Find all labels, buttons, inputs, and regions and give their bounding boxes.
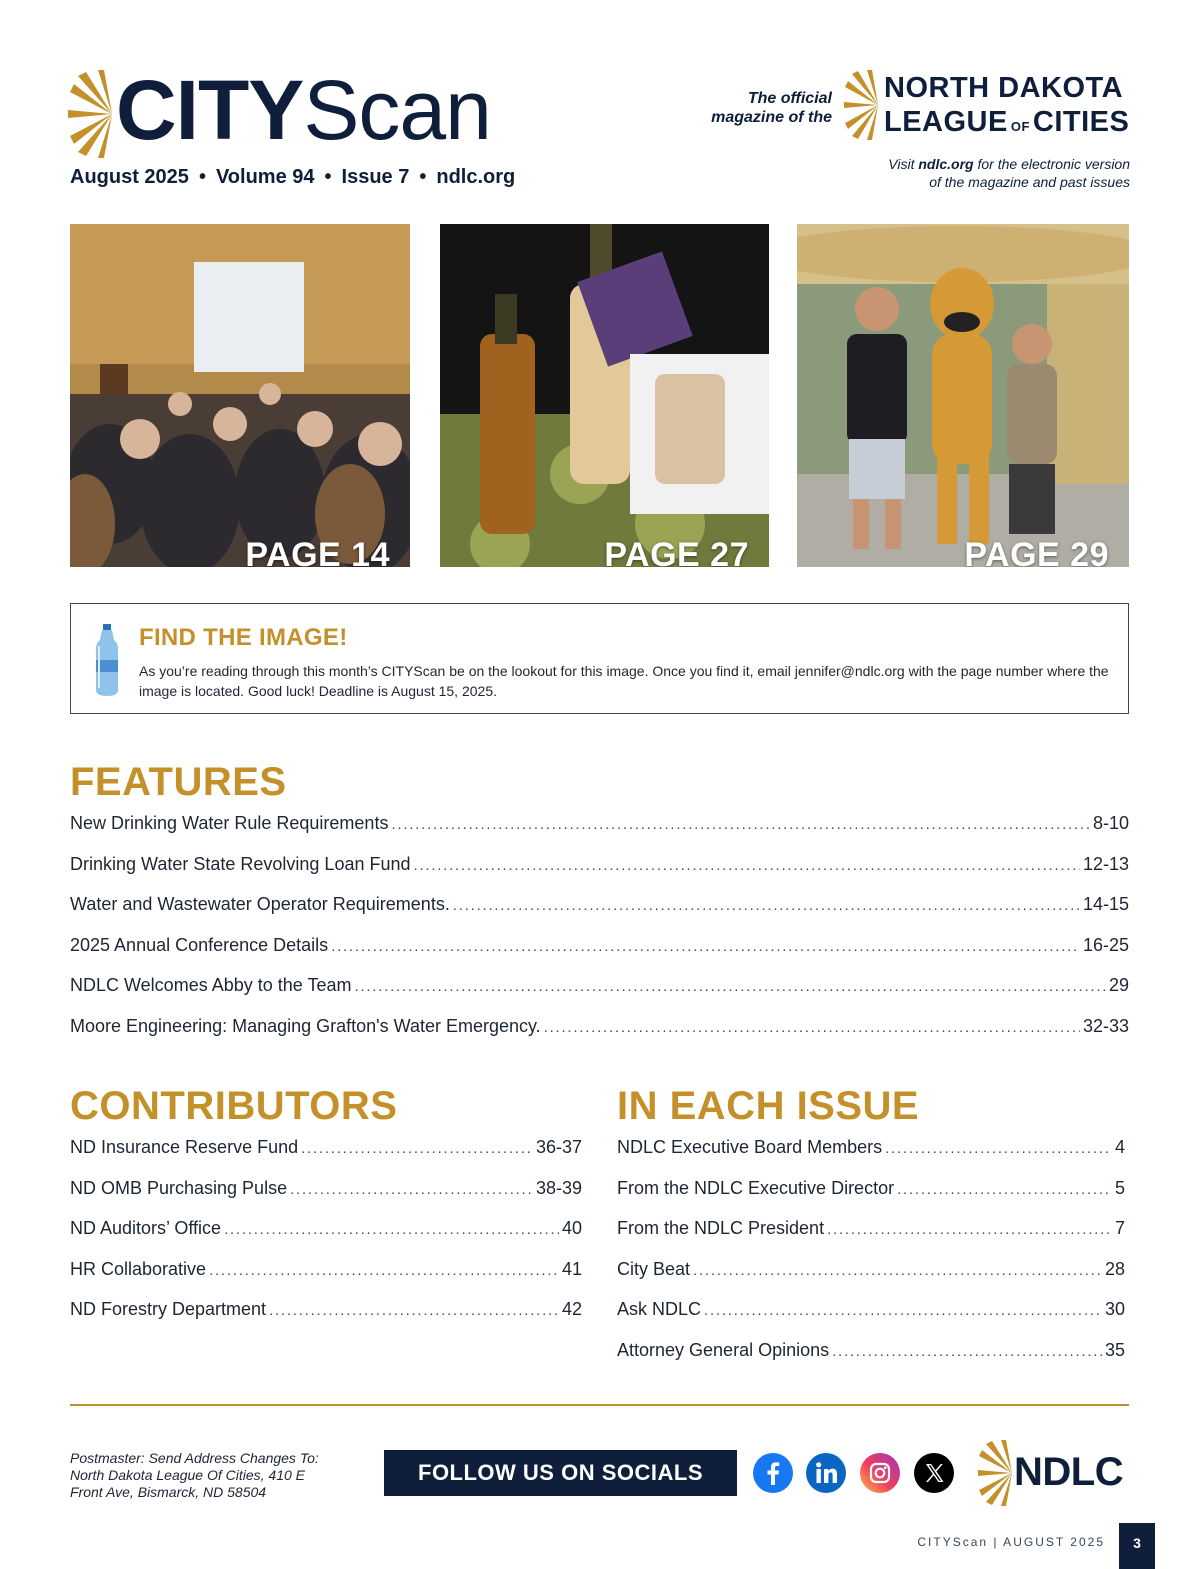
folio: CITYScan | AUGUST 2025 — [917, 1535, 1105, 1549]
toc-entry[interactable]: ND Forestry Department . . . 42 — [70, 1299, 582, 1340]
in-each-issue-list — [617, 1137, 1125, 1381]
features-heading: FEATURES — [70, 760, 287, 804]
issue-line: August 2025 • Volume 94 • Issue 7 • ndlc.org — [70, 166, 516, 188]
toc-entry[interactable]: NDLC Executive Board Members . . . 4 — [617, 1137, 1125, 1178]
toc-entry[interactable]: Attorney General Opinions . . . 35 — [617, 1340, 1125, 1381]
facebook-icon[interactable] — [753, 1453, 793, 1493]
ndlc-footer-logo: NDLC — [978, 1440, 1133, 1506]
page-label: PAGE 14 — [245, 536, 390, 567]
toc-entry[interactable]: From the NDLC President . . . 7 — [617, 1218, 1125, 1259]
linkedin-icon[interactable] — [806, 1453, 846, 1493]
sunburst-icon — [68, 70, 116, 158]
photo-gift-basket[interactable] — [440, 224, 769, 567]
find-image-body: As you’re reading through this month’s CITYScan be on the lookout for this image. Once you find it, email jennifer@ndlc.org with the page number where the image is located. Good luck! Deadline is August 15, 2025. — [139, 663, 1109, 699]
contributors-list — [70, 1137, 582, 1340]
gift-basket-image — [440, 224, 769, 567]
toc-entry[interactable]: Moore Engineering: Managing Grafton's Water Emergency. . . . 32-33 — [70, 1016, 1129, 1057]
x-icon[interactable] — [914, 1453, 954, 1493]
photo-mascot[interactable] — [797, 224, 1129, 567]
postmaster-address: Postmaster: Send Address Changes To: North Dakota League Of Cities, 410 E Front Ave, Bismarck, ND 58504 — [70, 1450, 319, 1500]
masthead-logo — [68, 63, 568, 158]
in-each-issue-heading: IN EACH ISSUE — [617, 1084, 920, 1128]
toc-entry[interactable]: Water and Wastewater Operator Requirements. . . . 14-15 — [70, 894, 1129, 935]
find-image-heading: FIND THE IMAGE! — [139, 624, 348, 651]
league-logo: NORTH DAKOTA LEAGUE OF CITIES — [844, 70, 1134, 140]
toc-entry[interactable]: ND OMB Purchasing Pulse . . . 38-39 — [70, 1178, 582, 1219]
sunburst-icon — [978, 1440, 1014, 1506]
sunburst-icon — [844, 70, 880, 140]
conference-photo-image — [70, 224, 410, 567]
magazine-title: CITYScan — [116, 63, 491, 157]
page-label: PAGE 29 — [964, 536, 1109, 567]
toc-entry[interactable]: ND Auditors’ Office . . . 40 — [70, 1218, 582, 1259]
features-list — [70, 813, 1129, 1057]
toc-entry[interactable]: From the NDLC Executive Director . . . 5 — [617, 1178, 1125, 1219]
toc-entry[interactable]: New Drinking Water Rule Requirements . . . 8-10 — [70, 813, 1129, 854]
water-bottle-icon — [93, 624, 121, 696]
footer-divider — [70, 1404, 1129, 1406]
toc-entry[interactable]: City Beat . . . 28 — [617, 1259, 1125, 1300]
find-the-image-box — [70, 603, 1129, 714]
toc-entry[interactable]: NDLC Welcomes Abby to the Team . . . 29 — [70, 975, 1129, 1016]
contributors-heading: CONTRIBUTORS — [70, 1084, 398, 1128]
visit-text: Visit ndlc.org for the electronic version of the magazine and past issues — [888, 156, 1130, 190]
mascot-image — [797, 224, 1129, 567]
instagram-icon[interactable] — [860, 1453, 900, 1493]
follow-us-banner: FOLLOW US ON SOCIALS — [384, 1450, 737, 1496]
toc-entry[interactable]: 2025 Annual Conference Details . . . 16-25 — [70, 935, 1129, 976]
page-label: PAGE 27 — [604, 536, 749, 567]
photo-conference-room[interactable] — [70, 224, 410, 567]
official-magazine-text: The official magazine of the — [711, 90, 832, 126]
page-number: 3 — [1119, 1523, 1155, 1569]
toc-entry[interactable]: Drinking Water State Revolving Loan Fund . . . 12-13 — [70, 854, 1129, 895]
toc-entry[interactable]: Ask NDLC . . . 30 — [617, 1299, 1125, 1340]
toc-entry[interactable]: ND Insurance Reserve Fund . . . 36-37 — [70, 1137, 582, 1178]
toc-entry[interactable]: HR Collaborative . . . 41 — [70, 1259, 582, 1300]
